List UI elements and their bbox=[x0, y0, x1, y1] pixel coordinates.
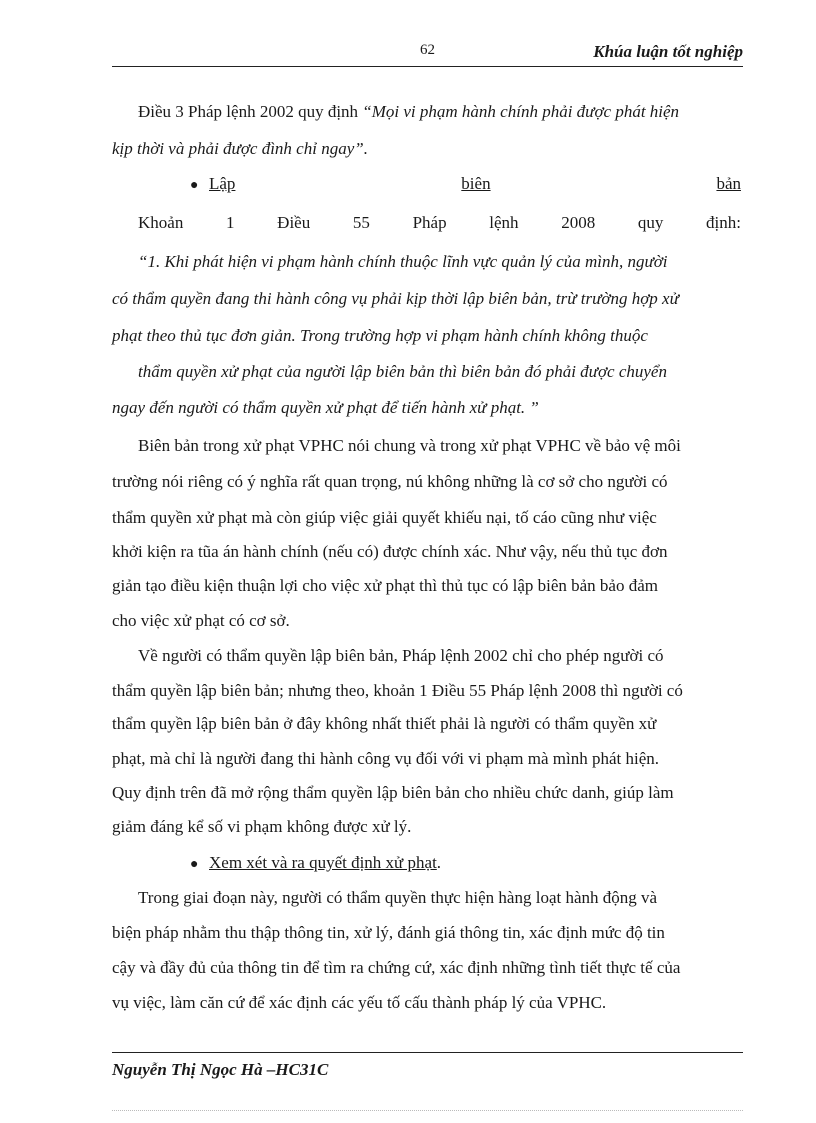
text-line: thẩm quyền lập biên bản; nhưng theo, khoản 1 Điều 55 Pháp lệnh 2008 thì người có bbox=[112, 681, 683, 700]
bullet-item-xem-xet bbox=[209, 853, 441, 873]
bullet-icon: ● bbox=[190, 178, 199, 193]
text-line bbox=[138, 102, 679, 122]
text-line: cho việc xử phạt có cơ sở. bbox=[112, 611, 290, 630]
page-edge-divider bbox=[112, 1110, 743, 1111]
text-segment: bản bbox=[716, 174, 741, 193]
text-line: thẩm quyền lập biên bản ở đây không nhất thiết phải là người có thẩm quyền xử bbox=[112, 714, 657, 733]
footer-divider bbox=[112, 1052, 743, 1053]
text-line: ngay đến người có thẩm quyền xử phạt để tiến hành xử phạt. ” bbox=[112, 398, 539, 417]
text-line: Khoản 1 Điều 55 Pháp lệnh 2008 quy định: bbox=[138, 213, 741, 232]
text-line: vụ việc, làm căn cứ để xác định các yếu tố cấu thành pháp lý của VPHC. bbox=[112, 993, 607, 1012]
bullet-icon: ● bbox=[190, 857, 199, 872]
text-line: khởi kiện ra tũa án hành chính (nếu có) được chính xác. Như vậy, nếu thủ tục đơn bbox=[112, 542, 668, 561]
text-line: giảm đáng kể số vi phạm không được xử lý. bbox=[112, 817, 412, 836]
header-title: Khúa luận tốt nghiệp bbox=[593, 42, 743, 61]
text-line: thẩm quyền xử phạt của người lập biên bản thì biên bản đó phải được chuyển bbox=[138, 362, 667, 381]
text-segment: “Mọi vi phạm hành chính phải được phát hiện bbox=[362, 102, 680, 121]
text-line: Về người có thẩm quyền lập biên bản, Pháp lệnh 2002 chỉ cho phép người có bbox=[138, 646, 664, 665]
text-line: phạt theo thủ tục đơn giản. Trong trường hợp vi phạm hành chính không thuộc bbox=[112, 326, 648, 345]
text-line: “1. Khi phát hiện vi phạm hành chính thuộc lĩnh vực quản lý của mình, người bbox=[138, 252, 668, 271]
text-segment: Xem xét và ra quyết định xử phạt bbox=[209, 853, 437, 872]
text-line: Biên bản trong xử phạt VPHC nói chung và trong xử phạt VPHC về bảo vệ môi bbox=[138, 436, 681, 455]
text-line: có thẩm quyền đang thi hành công vụ phải kịp thời lập biên bản, trừ trường hợp xử bbox=[112, 289, 679, 308]
text-line: thẩm quyền xử phạt mà còn giúp việc giải quyết khiếu nại, tố cáo cũng như việc bbox=[112, 508, 657, 527]
text-line: phạt, mà chỉ là người đang thi hành công vụ đối với vi phạm mà mình phát hiện. bbox=[112, 749, 660, 768]
text-line: giản tạo điều kiện thuận lợi cho việc xử phạt thì thủ tục có lập biên bản bảo đảm bbox=[112, 576, 659, 595]
page-header bbox=[112, 36, 743, 67]
text-line: cậy và đầy đủ của thông tin để tìm ra chứng cứ, xác định những tình tiết thực tế của bbox=[112, 958, 681, 977]
text-segment: Điều 3 Pháp lệnh 2002 quy định bbox=[138, 102, 363, 121]
text-line: Quy định trên đã mở rộng thẩm quyền lập biên bản cho nhiều chức danh, giúp làm bbox=[112, 783, 674, 802]
page-number: 62 bbox=[420, 42, 435, 58]
text-line: kịp thời và phải được đình chỉ ngay”. bbox=[112, 139, 368, 158]
footer-author: Nguyễn Thị Ngọc Hà –HC31C bbox=[112, 1060, 329, 1079]
text-segment: . bbox=[436, 853, 442, 872]
text-line: biện pháp nhằm thu thập thông tin, xử lý, đánh giá thông tin, xác định mức độ tin bbox=[112, 923, 665, 942]
bullet-item-lap-bien-ban bbox=[209, 174, 741, 194]
text-segment: Lập bbox=[209, 174, 236, 193]
text-line: trường nói riêng có ý nghĩa rất quan trọng, nú không những là cơ sở cho người có bbox=[112, 472, 668, 491]
text-line: Trong giai đoạn này, người có thẩm quyền thực hiện hàng loạt hành động và bbox=[138, 888, 658, 907]
text-segment: biên bbox=[461, 174, 491, 193]
